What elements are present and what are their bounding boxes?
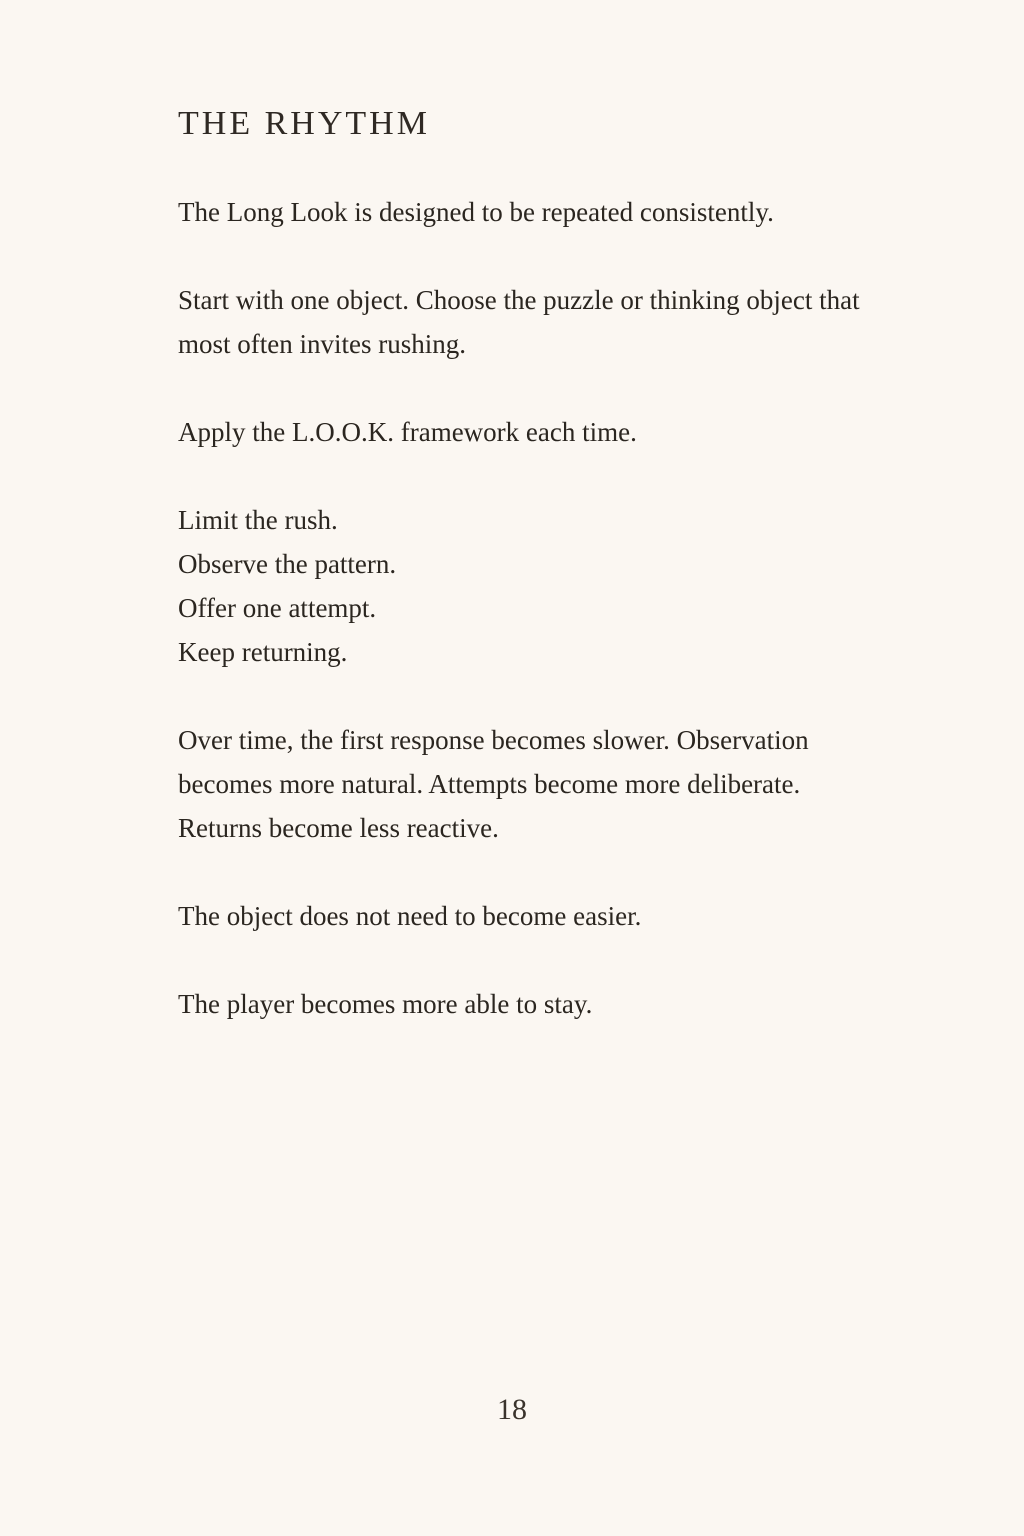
- page-heading: THE RHYTHM: [178, 105, 430, 142]
- paragraph: Apply the L.O.O.K. framework each time.: [178, 417, 637, 447]
- paragraph: The object does not need to become easier.: [178, 901, 642, 931]
- framework-line-offer: Offer one attempt.: [178, 593, 377, 623]
- page-content: [178, 100, 868, 1026]
- framework-line-observe: Observe the pattern.: [178, 549, 397, 579]
- paragraph: Over time, the first response becomes slower. Observation becomes more natural. Attempts become more deliberate. Returns become less reactive.: [178, 725, 809, 843]
- page-number: 18: [497, 1393, 527, 1426]
- paragraph: The Long Look is designed to be repeated consistently.: [178, 197, 774, 227]
- body-text: [178, 190, 868, 1026]
- framework-line-keep: Keep returning.: [178, 637, 348, 667]
- paragraph: The player becomes more able to stay.: [178, 989, 593, 1019]
- framework-line-limit: Limit the rush.: [178, 505, 338, 535]
- paragraph: Start with one object. Choose the puzzle or thinking object that most often invites rushing.: [178, 285, 860, 359]
- framework-list: [178, 498, 868, 674]
